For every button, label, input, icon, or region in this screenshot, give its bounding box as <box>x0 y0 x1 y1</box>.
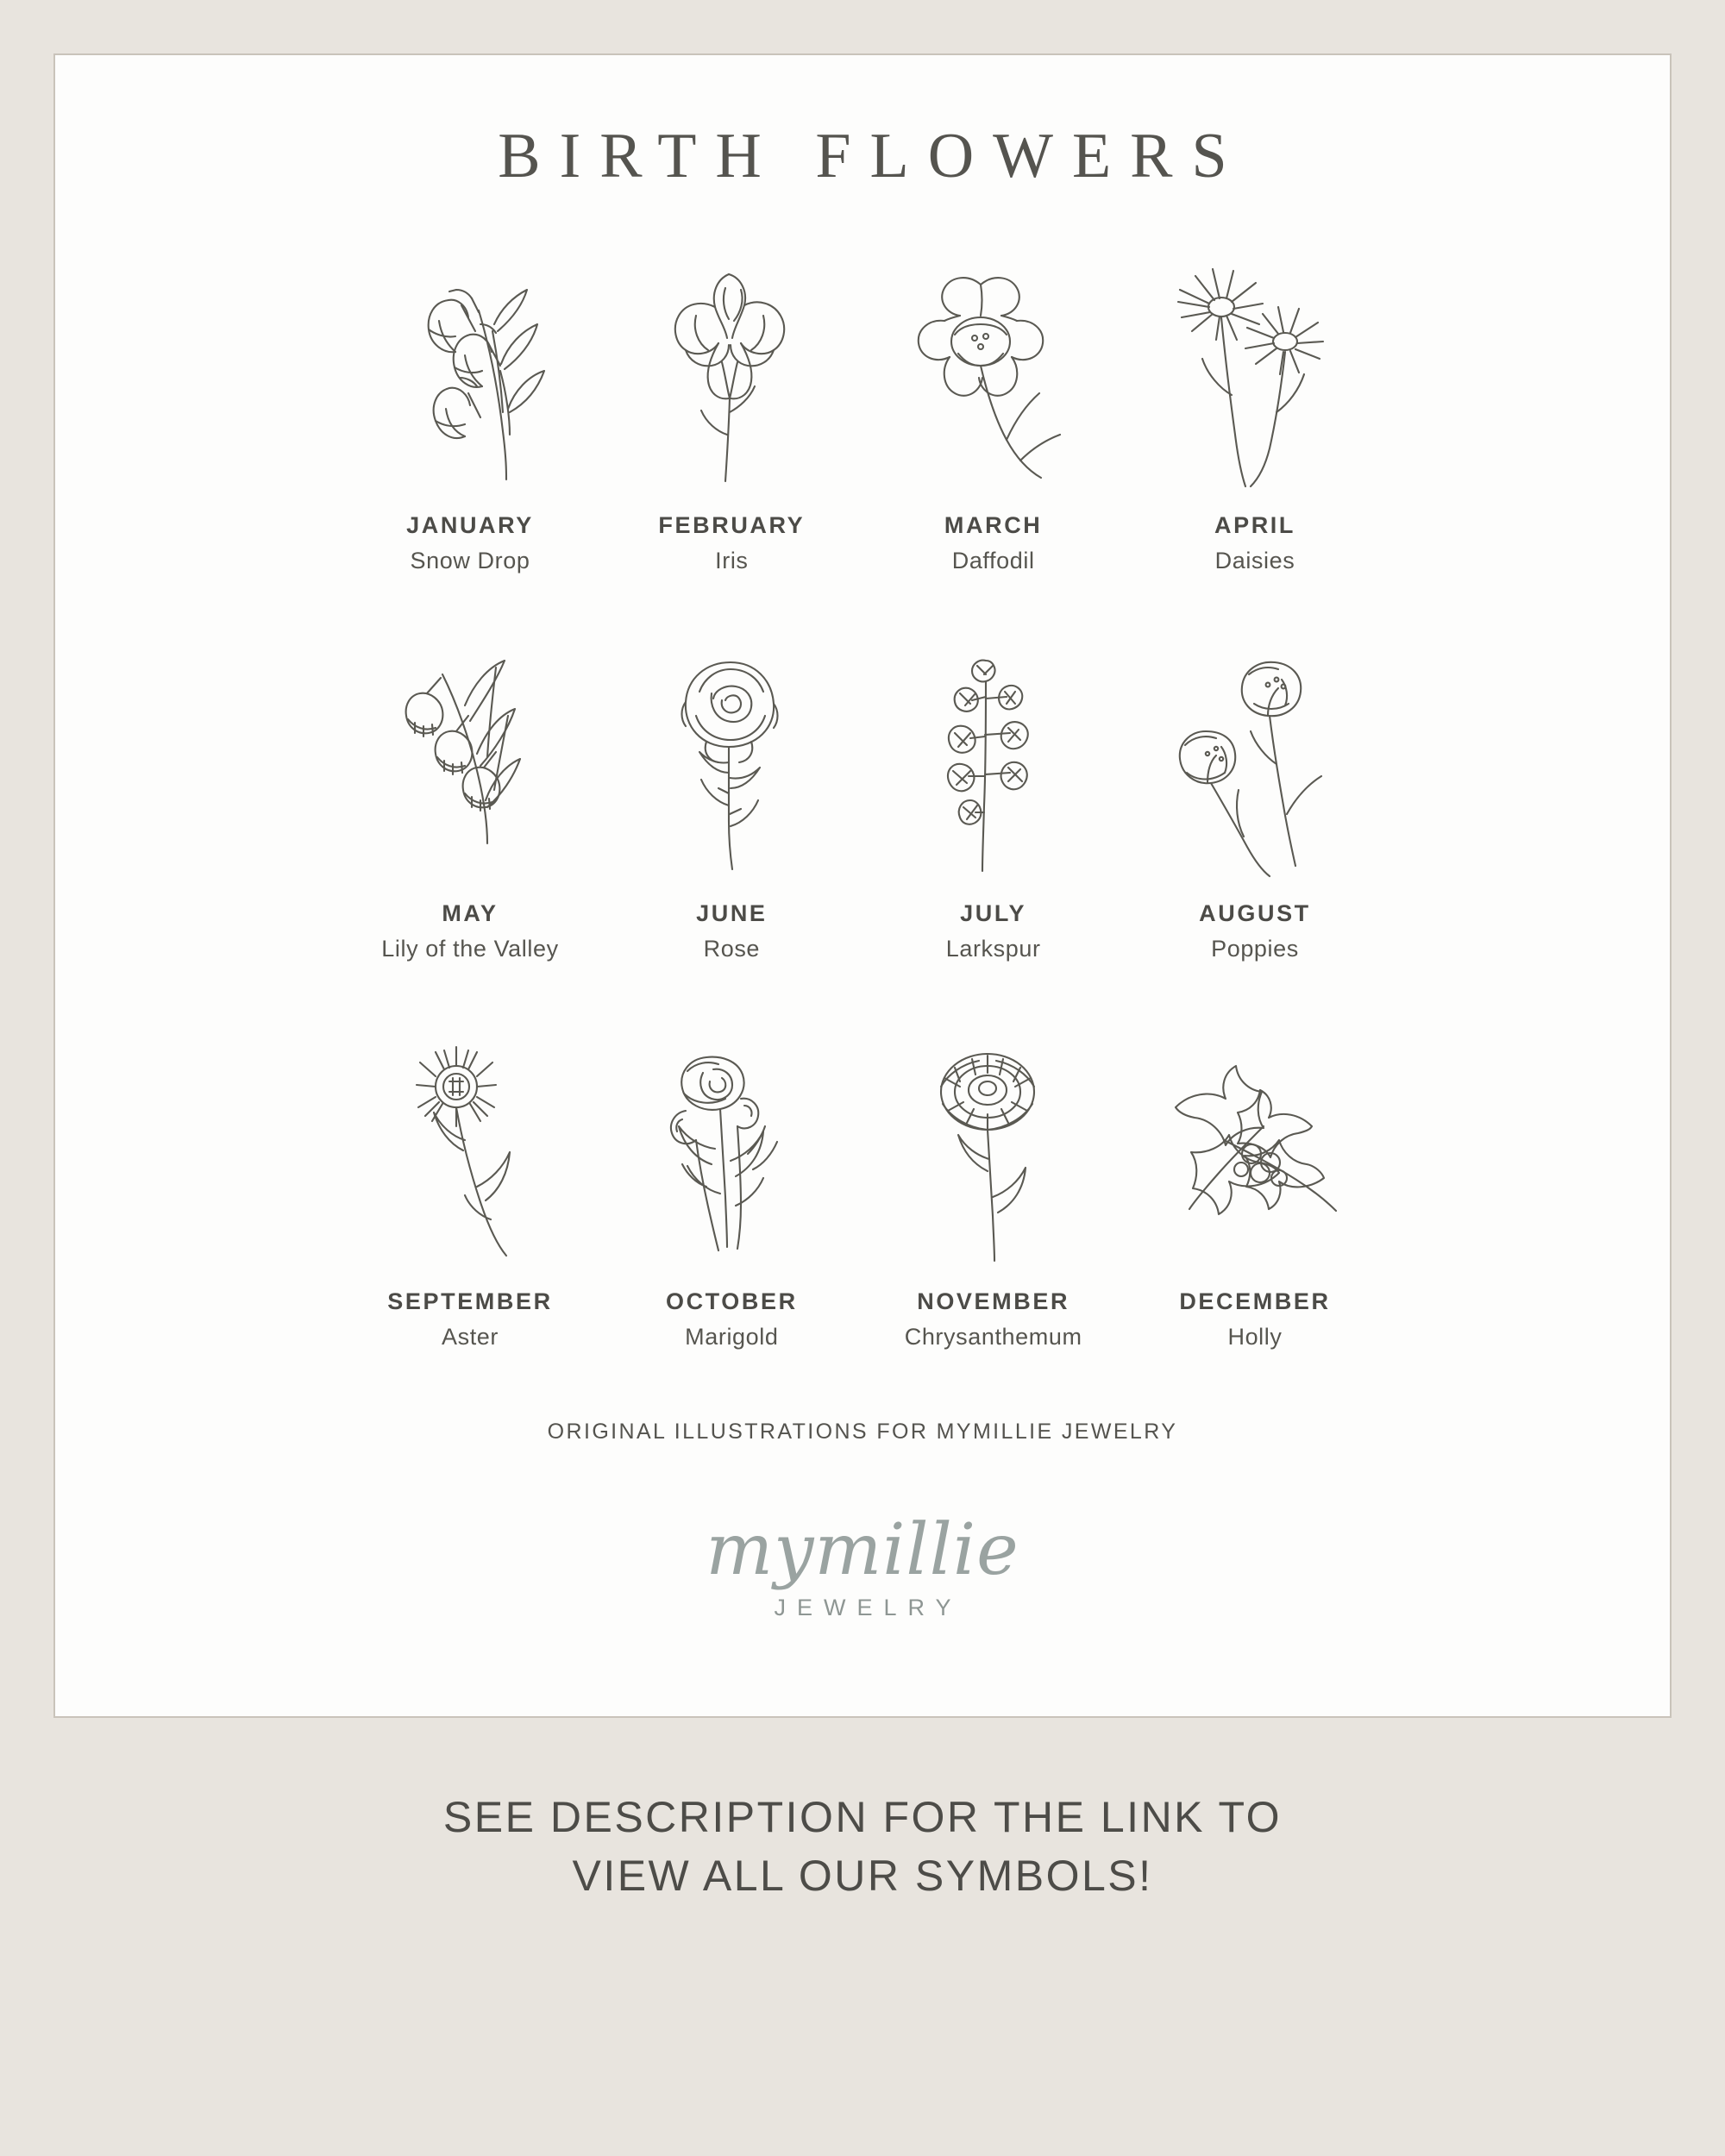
month-label: DECEMBER <box>1179 1288 1331 1314</box>
flower-label: Daffodil <box>951 548 1035 573</box>
list-item <box>869 248 1119 574</box>
month-label: MAY <box>442 900 499 926</box>
birth-flower-grid <box>345 188 1380 1351</box>
daffodil-illustration <box>873 248 1114 498</box>
row-spacer <box>345 971 1380 1025</box>
list-item <box>345 636 595 962</box>
credit-line: ORIGINAL ILLUSTRATIONS FOR MYMILLIE JEWELRY <box>547 1420 1178 1444</box>
flower-label: Lily of the Valley <box>381 936 559 962</box>
aster-illustration <box>349 1025 591 1275</box>
lily-of-the-valley-illustration <box>349 636 591 887</box>
list-item <box>345 1025 595 1351</box>
row-spacer <box>345 583 1380 636</box>
flower-label: Daisies <box>1214 548 1295 573</box>
month-label: MARCH <box>944 512 1043 538</box>
flower-label: Holly <box>1227 1324 1283 1350</box>
month-label: SEPTEMBER <box>387 1288 553 1314</box>
list-item <box>606 636 856 962</box>
holly-illustration <box>1134 1025 1376 1275</box>
snowdrop-illustration <box>349 248 591 498</box>
daisies-illustration <box>1134 248 1376 498</box>
chrysanthemum-illustration <box>873 1025 1114 1275</box>
brand-logo <box>55 1509 1670 1621</box>
poster-card <box>53 53 1672 1718</box>
list-item <box>1130 248 1380 574</box>
list-item <box>869 1025 1119 1351</box>
month-label: OCTOBER <box>665 1288 798 1314</box>
rose-illustration <box>611 636 852 887</box>
list-item <box>606 1025 856 1351</box>
month-label: JULY <box>960 900 1027 926</box>
flower-label: Rose <box>703 936 761 962</box>
list-item <box>1130 1025 1380 1351</box>
flower-label: Poppies <box>1211 936 1299 962</box>
month-label: NOVEMBER <box>917 1288 1070 1314</box>
larkspur-illustration <box>873 636 1114 887</box>
month-label: APRIL <box>1214 512 1295 538</box>
grid-row <box>345 1025 1380 1351</box>
marigold-illustration <box>611 1025 852 1275</box>
list-item <box>606 248 856 574</box>
flower-label: Chrysanthemum <box>904 1324 1082 1350</box>
flower-label: Aster <box>441 1324 499 1350</box>
list-item <box>869 636 1119 962</box>
flower-label: Larkspur <box>945 936 1041 962</box>
month-label: FEBRUARY <box>658 512 806 538</box>
flower-label: Iris <box>715 548 749 573</box>
footer-line-1: SEE DESCRIPTION FOR THE LINK TO <box>442 1793 1283 1841</box>
month-label: AUGUST <box>1199 900 1311 926</box>
flower-label: Snow Drop <box>410 548 530 573</box>
list-item <box>1130 636 1380 962</box>
flower-label: Marigold <box>685 1324 779 1350</box>
footer-message <box>53 1789 1672 1905</box>
footer-line-2: VIEW ALL OUR SYMBOLS! <box>572 1851 1153 1900</box>
iris-illustration <box>611 248 852 498</box>
month-label: JUNE <box>696 900 768 926</box>
logo-subtitle: JEWELRY <box>774 1595 963 1620</box>
month-label: JANUARY <box>406 512 534 538</box>
page-title: BIRTH FLOWERS <box>498 121 1246 191</box>
grid-row <box>345 636 1380 962</box>
grid-row <box>345 248 1380 574</box>
logo-wordmark: mymillie <box>706 1509 1019 1591</box>
list-item <box>345 248 595 574</box>
poppies-illustration <box>1134 636 1376 887</box>
